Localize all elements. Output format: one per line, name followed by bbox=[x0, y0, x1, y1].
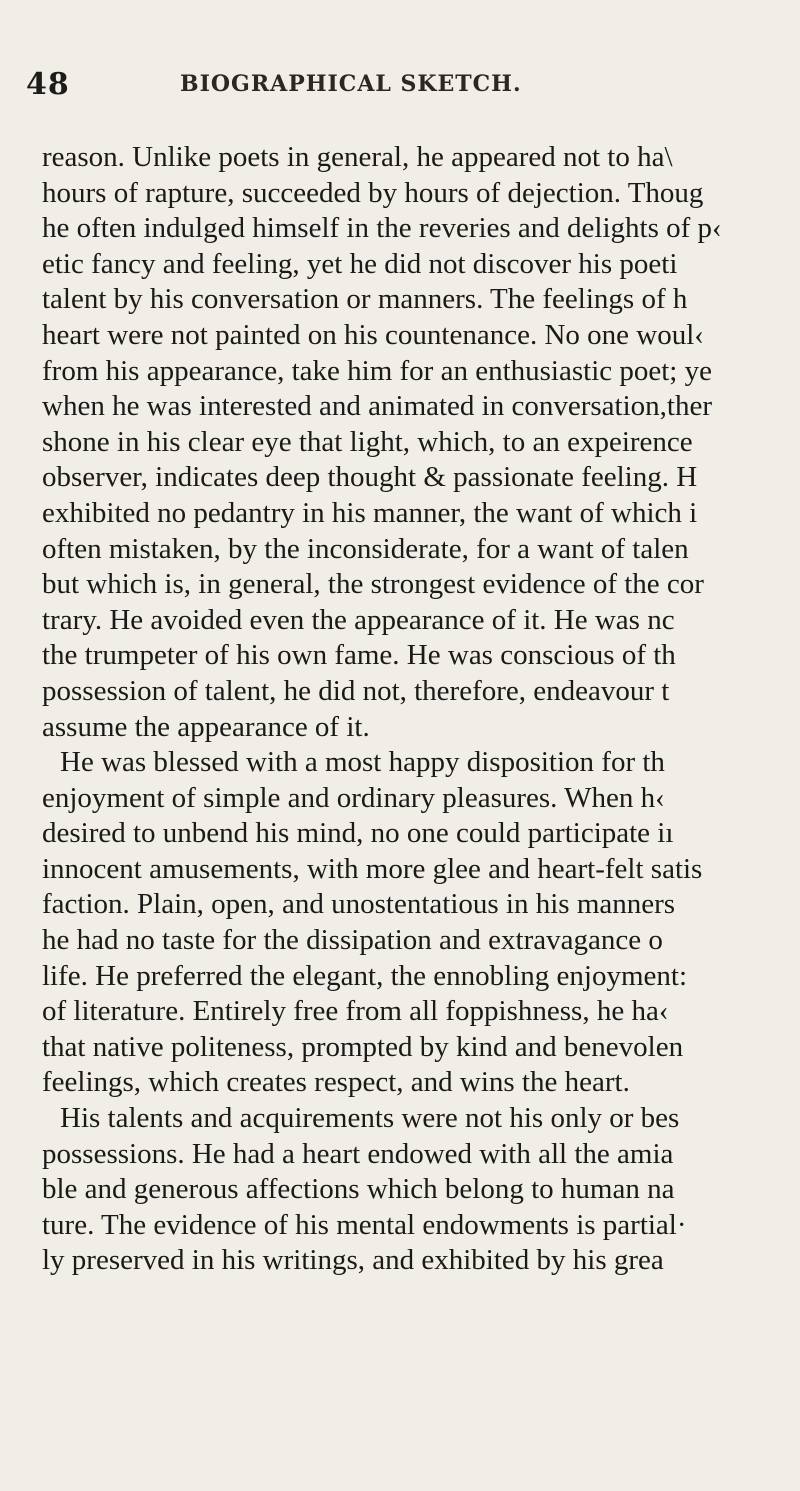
page-number: 48 bbox=[26, 67, 70, 102]
text-line: ture. The evidence of his mental endowments is partial· bbox=[42, 1208, 687, 1241]
running-head: BIOGRAPHICAL SKETCH. bbox=[180, 71, 522, 97]
text-line: observer, indicates deep thought & passionate feeling. H bbox=[42, 461, 698, 494]
text-line: often mistaken, by the inconsiderate, for a want of talen bbox=[42, 532, 689, 565]
text-line: life. He preferred the elegant, the ennobling enjoyment: bbox=[42, 959, 687, 992]
body-text bbox=[42, 140, 800, 1279]
text-line: of literature. Entirely free from all foppishness, he ha‹ bbox=[42, 995, 669, 1028]
text-line: possessions. He had a heart endowed with all the amia bbox=[42, 1137, 674, 1170]
text-line: from his appearance, take him for an enthusiastic poet; ye bbox=[42, 354, 712, 387]
text-line: trary. He avoided even the appearance of it. He was nc bbox=[42, 603, 675, 636]
text-line: ble and generous affections which belong to human na bbox=[42, 1173, 675, 1206]
text-line: reason. Unlike poets in general, he appeared not to ha\ bbox=[42, 141, 673, 173]
text-line: but which is, in general, the strongest evidence of the cor bbox=[42, 568, 704, 601]
page-header bbox=[0, 64, 800, 120]
text-line: that native politeness, prompted by kind and benevolen bbox=[42, 1030, 684, 1063]
text-line: shone in his clear eye that light, which, to an expeirence bbox=[42, 425, 693, 458]
text-line: enjoyment of simple and ordinary pleasures. When h‹ bbox=[42, 781, 665, 814]
text-line: ly preserved in his writings, and exhibited by his grea bbox=[42, 1244, 664, 1277]
text-line: exhibited no pedantry in his manner, the want of which i bbox=[42, 496, 698, 529]
text-line: he often indulged himself in the reveries and delights of p‹ bbox=[42, 212, 722, 245]
text-line: talent by his conversation or manners. The feelings of h bbox=[42, 283, 688, 316]
text-line: feelings, which creates respect, and wins the heart. bbox=[42, 1066, 630, 1099]
text-line: desired to unbend his mind, no one could participate iı bbox=[42, 817, 674, 850]
text-line: when he was interested and animated in conversation,ther bbox=[42, 390, 712, 423]
text-line: faction. Plain, open, and unostentatious in his manners bbox=[42, 888, 676, 921]
text-line: the trumpeter of his own fame. He was conscious of th bbox=[42, 639, 676, 672]
text-line: assume the appearance of it. bbox=[42, 710, 370, 743]
text-line: He was blessed with a most happy disposition for th bbox=[60, 746, 665, 779]
text-line: he had no taste for the dissipation and extravagance o bbox=[42, 924, 663, 957]
text-line: etic fancy and feeling, yet he did not discover his poeti bbox=[42, 247, 678, 280]
text-line: innocent amusements, with more glee and heart-felt satis bbox=[42, 852, 703, 885]
text-line: possession of talent, he did not, therefore, endeavour t bbox=[42, 674, 670, 707]
text-line: hours of rapture, succeeded by hours of dejection. Thoug bbox=[42, 176, 704, 209]
text-line: heart were not painted on his countenance. No one woul‹ bbox=[42, 318, 704, 351]
text-line: His talents and acquirements were not his only or bes bbox=[60, 1102, 680, 1135]
